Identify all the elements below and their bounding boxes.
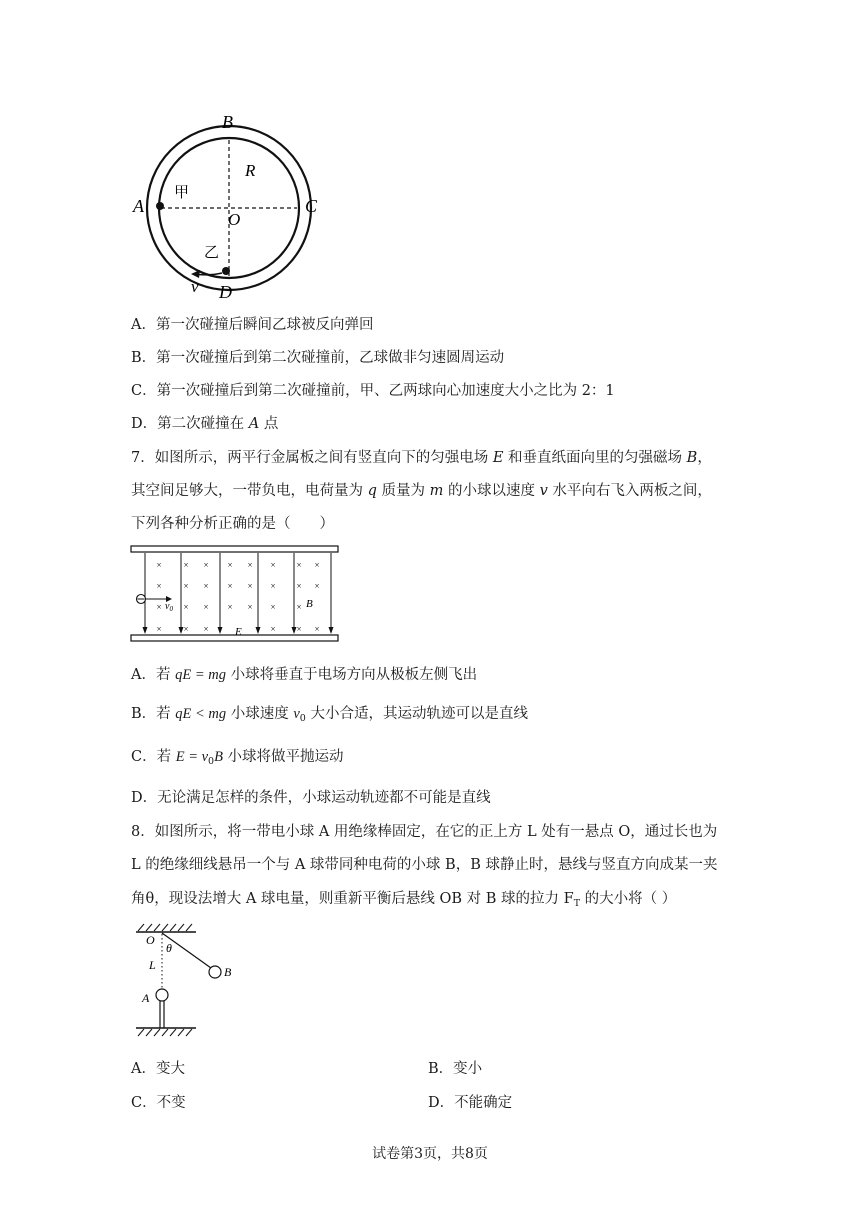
magnetic-field-cross: ×	[314, 560, 320, 570]
q7-option-a: A．若 qE = mg 小球将垂直于电场方向从极板左侧飞出	[131, 667, 478, 683]
magnetic-field-cross: ×	[156, 602, 162, 612]
magnetic-field-cross: ×	[203, 602, 209, 612]
q8-stem-line3: 角θ，现设法增大 A 球电量，则重新平衡后悬线 OB 对 B 球的拉力 $F_T$ 的大小将（ ）	[131, 891, 677, 909]
magnetic-field-cross: ×	[227, 560, 233, 570]
electric-field-arrowhead	[218, 627, 223, 634]
magnetic-field-cross: ×	[296, 581, 302, 591]
label-C: C	[305, 196, 318, 216]
q7-stem-line1: 7．如图所示，两平行金属板之间有竖直向下的匀强电场 E 和垂直纸面向里的匀强磁场 B，	[131, 450, 712, 466]
q6-option-b: B．第一次碰撞后到第二次碰撞前，乙球做非匀速圆周运动	[131, 350, 505, 366]
electric-field-arrowhead	[256, 627, 261, 634]
q7-stem-line2: 其空间足够大，一带负电，电荷量为 q 质量为 m 的小球以速度 v 水平向右飞入两板之间，	[131, 483, 712, 499]
page-footer: 试卷第3页，共8页	[372, 1146, 488, 1162]
ball-jia	[156, 202, 164, 210]
magnetic-field-cross: ×	[156, 560, 162, 570]
label-A: A	[133, 196, 144, 216]
magnetic-field-cross: ×	[203, 581, 209, 591]
label-B-ball: B	[224, 965, 232, 979]
q6-option-d: D．第二次碰撞在 A 点	[131, 416, 279, 432]
label-L: L	[149, 958, 156, 972]
magnetic-field-cross: ×	[203, 624, 209, 634]
ball-yi	[222, 267, 230, 275]
label-O-point: O	[146, 933, 155, 947]
figure-parallel-plates	[128, 543, 343, 645]
magnetic-field-cross: ×	[156, 581, 162, 591]
magnetic-field-cross: ×	[247, 560, 253, 570]
q8-stem-line1: 8．如图所示，将一带电小球 A 用绝缘棒固定，在它的正上方 L 处有一悬点 O，通过长也为	[131, 824, 718, 840]
magnetic-field-cross: ×	[270, 602, 276, 612]
label-v: v	[191, 277, 199, 296]
label-jia: 甲	[174, 185, 190, 201]
magnetic-field-cross: ×	[270, 581, 276, 591]
top-plate	[131, 546, 338, 552]
q7-option-d: D．无论满足怎样的条件，小球运动轨迹都不可能是直线	[131, 790, 491, 806]
q6-option-a: A．第一次碰撞后瞬间乙球被反向弹回	[131, 317, 374, 333]
figure-circular-track	[125, 108, 335, 303]
ball-B	[209, 966, 221, 978]
q8-stem-line2: L 的绝缘细线悬吊一个与 A 球带同种电荷的小球 B，B 球静止时，悬线与竖直方向成某一夹	[131, 857, 718, 873]
q7-option-b: B．若 qE < mg 小球速度 $v_0$ 大小合适，其运动轨迹可以是直线	[131, 706, 528, 724]
label-yi: 乙	[204, 245, 220, 261]
magnetic-field-cross: ×	[227, 581, 233, 591]
label-O: O	[228, 210, 241, 229]
magnetic-field-cross: ×	[296, 560, 302, 570]
magnetic-field-cross: ×	[296, 624, 302, 634]
magnetic-field-cross: ×	[270, 624, 276, 634]
magnetic-field-cross: ×	[270, 560, 276, 570]
magnetic-field-cross: ×	[156, 624, 162, 634]
magnetic-field-cross: ×	[314, 581, 320, 591]
q6-option-c: C．第一次碰撞后到第二次碰撞前，甲、乙两球向心加速度大小之比为 2：1	[131, 383, 615, 399]
magnetic-field-cross: ×	[296, 602, 302, 612]
q8-option-c: C．不变	[131, 1095, 186, 1111]
label-A-ball: A	[142, 991, 150, 1005]
magnetic-field-cross: ×	[247, 581, 253, 591]
q8-option-a: A．变大	[131, 1061, 185, 1077]
magnetic-field-cross: ×	[227, 602, 233, 612]
magnetic-field-cross: ×	[183, 581, 189, 591]
magnetic-field-cross: ×	[247, 602, 253, 612]
q8-option-b: B．变小	[428, 1061, 483, 1077]
label-D: D	[219, 282, 232, 302]
label-theta: θ	[166, 941, 172, 955]
ball-A	[156, 989, 168, 1001]
label-R: R	[245, 161, 256, 180]
magnetic-field-cross: ×	[203, 560, 209, 570]
electric-field-arrowhead	[143, 627, 148, 634]
electric-field-arrowhead	[329, 627, 334, 634]
q7-option-c: C．若 $E = v_0B$ 小球将做平抛运动	[131, 749, 344, 767]
q7-stem-line3: 下列各种分析正确的是（ ）	[131, 516, 334, 532]
magnetic-field-cross: ×	[183, 560, 189, 570]
label-v0: $v_0$	[165, 601, 173, 613]
label-B: B	[222, 112, 233, 132]
magnetic-field-cross: ×	[183, 624, 189, 634]
label-B-field: B	[306, 598, 313, 610]
magnetic-field-cross: ×	[183, 602, 189, 612]
magnetic-field-cross: ×	[314, 624, 320, 634]
figure-suspended-ball	[128, 920, 248, 1042]
q8-option-d: D．不能确定	[428, 1095, 513, 1111]
label-E-field: E	[235, 626, 242, 638]
